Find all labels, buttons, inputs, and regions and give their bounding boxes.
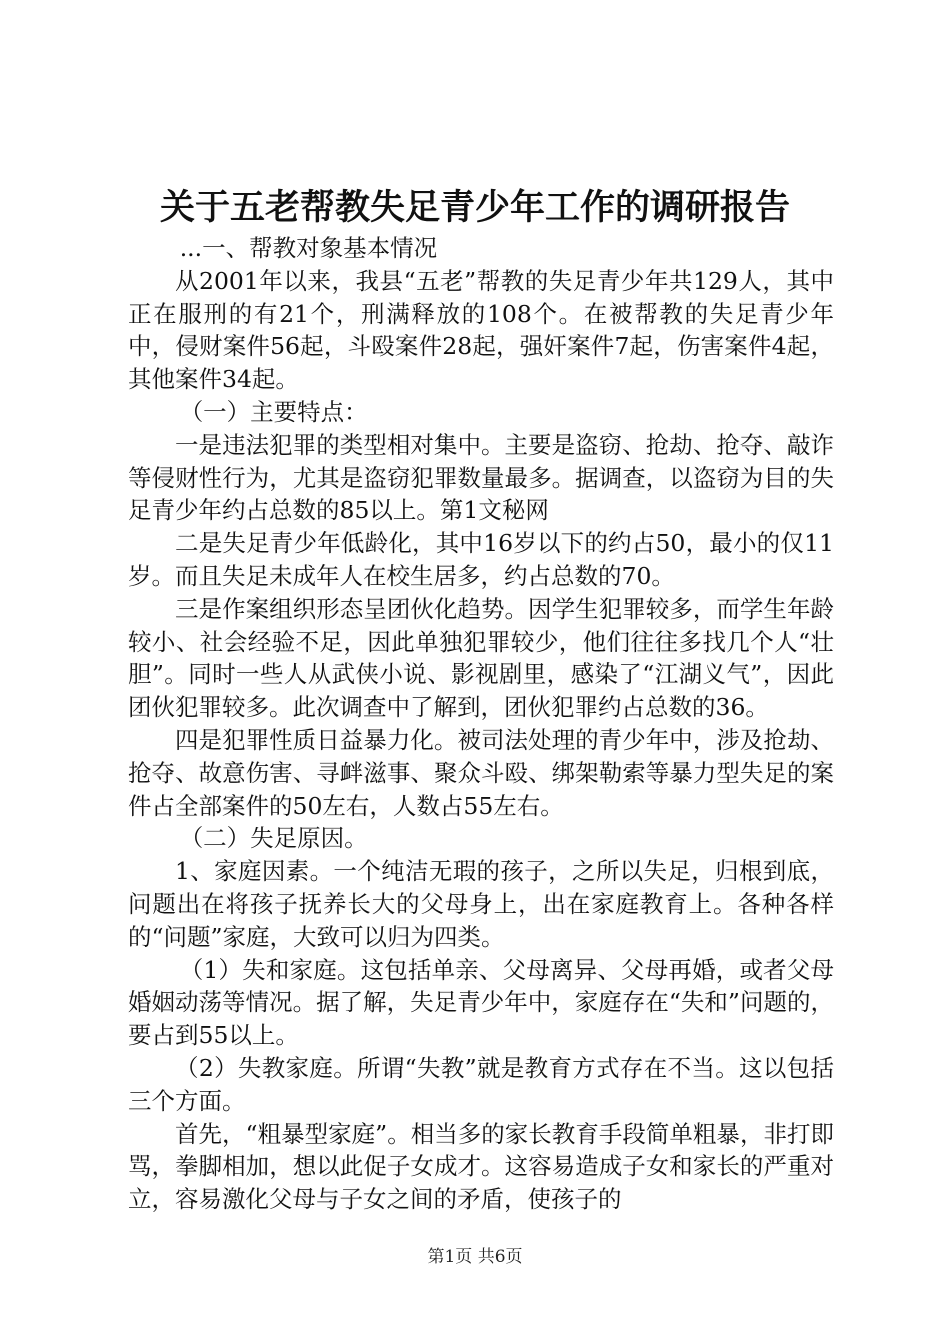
document-title: 关于五老帮教失足青少年工作的调研报告	[159, 187, 790, 228]
section-heading: ...一、帮教对象基本情况	[179, 234, 438, 262]
body-paragraph: 1、家庭因素。一个纯洁无瑕的孩子，之所以失足，归根到底，问题出在将孩子抚养长大的父母身上，出在家庭教育上。各种各样的“问题”家庭，大致可以归为四类。	[128, 857, 834, 951]
body-paragraph: （1）失和家庭。这包括单亲、父母离异、父母再婚，或者父母婚姻动荡等情况。据了解，失足青少年中，家庭存在“失和”问题的，要占到55以上。	[128, 955, 834, 1050]
subsection-heading: （一）主要特点：	[179, 397, 368, 426]
subsection-heading: （二）失足原因。	[179, 824, 368, 853]
body-paragraph: 一是违法犯罪的类型相对集中。主要是盗窃、抢劫、抢夺、敲诈等侵财性行为，尤其是盗窃犯罪数量最多。据调查，以盗窃为目的失足青少年约占总数的85以上。第1文秘网	[128, 430, 834, 525]
body-paragraph: 二是失足青少年低龄化，其中16岁以下的约占50，最小的仅11岁。而且失足未成年人在校生居多，约占总数的70。	[128, 529, 834, 590]
body-paragraph: 四是犯罪性质日益暴力化。被司法处理的青少年中，涉及抢劫、抢夺、故意伤害、寻衅滋事、聚众斗殴、绑架勒索等暴力型失足的案件占全部案件的50左右，人数占55左右。	[128, 725, 834, 820]
document-body	[128, 232, 834, 1216]
page-number: 第1页 共6页	[427, 1247, 523, 1267]
body-paragraph: 三是作案组织形态呈团伙化趋势。因学生犯罪较多，而学生年龄较小、社会经验不足，因此单独犯罪较少，他们往往多找几个人“壮胆”。同时一些人从武侠小说、影视剧里，感染了“江湖义气”，因此团伙犯罪较多。此次调查中了解到，团伙犯罪约占总数的36。	[128, 594, 834, 722]
body-paragraph: （2）失教家庭。所谓“失教”就是教育方式存在不当。这以包括三个方面。	[128, 1053, 834, 1115]
body-paragraph: 首先，“粗暴型家庭”。相当多的家长教育手段简单粗暴，非打即骂，拳脚相加，想以此促子女成才。这容易造成子女和家长的严重对立，容易激化父母与子女之间的矛盾，使孩子的	[128, 1119, 834, 1214]
body-paragraph: 从2001年以来，我县“五老”帮教的失足青少年共129人，其中正在服刑的有21个，刑满释放的108个。在被帮教的失足青少年中，侵财案件56起，斗殴案件28起，强奸案件7起，伤害案件4起，其他案件34起。	[128, 266, 834, 394]
